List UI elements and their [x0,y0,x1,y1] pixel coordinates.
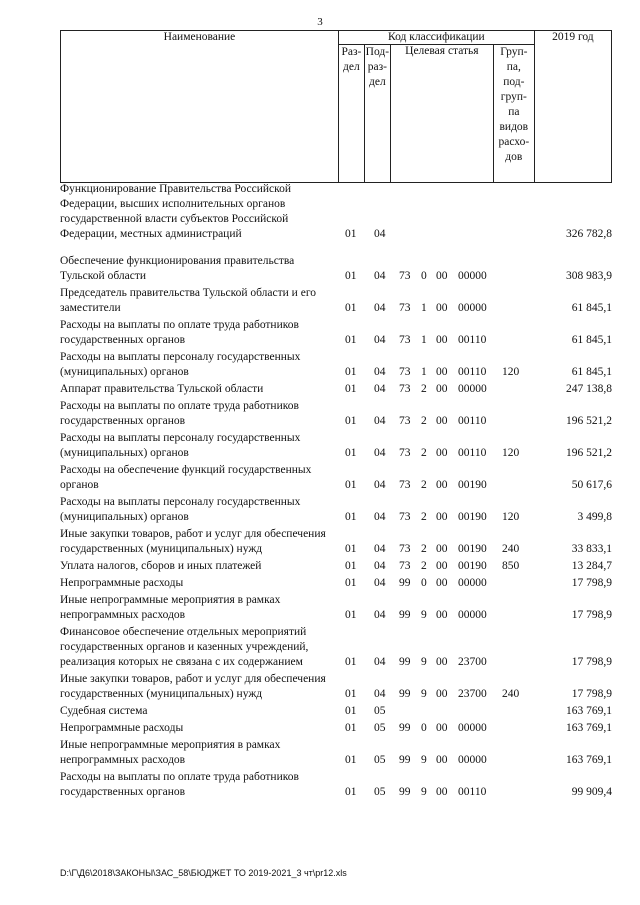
row-t1: 73 [399,270,411,282]
row-val: 61 845,1 [571,302,612,314]
table-row [60,382,612,399]
row-t3: 00 [436,609,448,621]
row-t4: 23700 [458,656,487,668]
row-sub: 04 [374,270,386,282]
row-name: Расходы на выплаты по оплате труда работников государственных органов [60,319,299,346]
row-val: 196 521,2 [566,447,612,459]
row-val: 61 845,1 [571,366,612,378]
row-name: Непрограммные расходы [60,577,184,589]
row-sec: 01 [345,383,357,395]
row-t1: 99 [399,577,411,589]
row-t1: 73 [399,366,411,378]
table-row [60,286,612,318]
row-t2: 2 [421,447,427,459]
row-t4: 00000 [458,577,487,589]
row-val: 61 845,1 [571,334,612,346]
row-sec: 01 [345,656,357,668]
row-t1: 99 [399,609,411,621]
row-sec: 01 [345,786,357,798]
row-sec: 01 [345,366,357,378]
row-t4: 00190 [458,543,487,555]
row-sub: 04 [374,688,386,700]
row-sec: 01 [345,543,357,555]
row-val: 163 769,1 [566,754,612,766]
row-sub: 05 [374,722,386,734]
row-t1: 73 [399,447,411,459]
table-row [60,625,612,672]
row-t1: 73 [399,479,411,491]
row-t3: 00 [436,560,448,572]
row-t3: 00 [436,722,448,734]
row-sub: 04 [374,334,386,346]
row-val: 17 798,9 [571,688,612,700]
file-path-footer: D:\Г\Д6\2018\ЗАКОНЫ\ЗАС_58\БЮДЖЕТ ТО 2019-2021_3 чт\pr12.xls [60,868,347,878]
row-val: 308 983,9 [566,270,612,282]
row-t3: 00 [436,577,448,589]
row-val: 3 499,8 [577,511,612,523]
table-row [60,399,612,431]
table-row [60,463,612,495]
row-t4: 00110 [458,447,487,459]
row-sec: 01 [345,688,357,700]
row-sec: 01 [345,302,357,314]
row-t3: 00 [436,270,448,282]
row-name: Расходы на выплаты персоналу государственных (муниципальных) органов [60,432,301,459]
row-t4: 00110 [458,415,487,427]
row-t2: 1 [421,366,427,378]
table-row [60,721,612,738]
row-grp: 240 [502,688,520,700]
row-t3: 00 [436,334,448,346]
row-t1: 99 [399,786,411,798]
table-row [60,770,612,802]
table-row [60,704,612,721]
row-name: Расходы на выплаты по оплате труда работников государственных органов [60,400,299,427]
row-sub: 04 [374,228,386,240]
row-t3: 00 [436,543,448,555]
row-t4: 00000 [458,270,487,282]
row-t4: 00000 [458,609,487,621]
row-sub: 04 [374,383,386,395]
row-sub: 05 [374,786,386,798]
header-subsection: Под- раз- дел [364,45,390,183]
row-sec: 01 [345,577,357,589]
row-t1: 99 [399,722,411,734]
table-row [60,559,612,576]
row-t1: 99 [399,754,411,766]
row-sub: 04 [374,366,386,378]
header-table [60,30,612,183]
row-t2: 2 [421,543,427,555]
row-t3: 00 [436,754,448,766]
header-name: Наименование [61,31,339,183]
row-t1: 73 [399,415,411,427]
row-t3: 00 [436,366,448,378]
row-name: Финансовое обеспечение отдельных мероприятий государственных органов и казенных учреждений, реализация которых не связана с их содержанием [60,626,309,668]
row-name: Иные закупки товаров, работ и услуг для обеспечения государственных (муниципальных) нужд [60,673,326,700]
row-name: Иные непрограммные мероприятия в рамках непрограммных расходов [60,739,281,766]
row-t1: 73 [399,334,411,346]
row-name: Расходы на выплаты персоналу государственных (муниципальных) органов [60,351,301,378]
row-name: Судебная система [60,705,148,717]
row-t3: 00 [436,479,448,491]
row-name: Непрограммные расходы [60,722,184,734]
row-name: Расходы на обеспечение функций государственных органов [60,464,312,491]
row-sub: 05 [374,705,386,717]
row-t4: 00000 [458,302,487,314]
row-sec: 01 [345,722,357,734]
row-t3: 00 [436,688,448,700]
row-t1: 73 [399,302,411,314]
row-name: Функционирование Правительства Российской Федерации, высших исполнительных органов государственной власти субъектов Российской Федерации, местных администраций [60,183,292,240]
row-val: 99 909,4 [571,786,612,798]
row-val: 163 769,1 [566,722,612,734]
table-row [60,738,612,770]
row-val: 17 798,9 [571,577,612,589]
row-t4: 00110 [458,366,487,378]
row-t2: 1 [421,334,427,346]
row-sec: 01 [345,511,357,523]
row-sec: 01 [345,270,357,282]
row-sub: 04 [374,479,386,491]
table-row [60,254,612,286]
table-row [60,495,612,527]
row-sub: 04 [374,609,386,621]
row-sec: 01 [345,479,357,491]
row-t4: 23700 [458,688,487,700]
row-val: 326 782,8 [566,228,612,240]
row-name: Иные непрограммные мероприятия в рамках непрограммных расходов [60,594,281,621]
table-row [60,527,612,559]
row-t1: 73 [399,543,411,555]
row-t1: 73 [399,560,411,572]
row-sec: 01 [345,228,357,240]
budget-rows [60,182,612,802]
row-t4: 00110 [458,786,487,798]
row-t2: 0 [421,722,427,734]
row-grp: 120 [502,511,520,523]
table-row [60,576,612,593]
row-t4: 00110 [458,334,487,346]
table-row [60,672,612,704]
row-name: Расходы на выплаты по оплате труда работников государственных органов [60,771,299,798]
row-sec: 01 [345,560,357,572]
row-t3: 00 [436,415,448,427]
row-sec: 01 [345,447,357,459]
row-sec: 01 [345,334,357,346]
row-t4: 00000 [458,722,487,734]
row-sub: 04 [374,302,386,314]
header-classification: Код классификации [338,31,534,45]
row-t4: 00190 [458,511,487,523]
row-t4: 00000 [458,754,487,766]
row-t4: 00000 [458,383,487,395]
table-row [60,350,612,382]
header-section: Раз- дел [338,45,364,183]
row-val: 33 833,1 [571,543,612,555]
row-name: Иные закупки товаров, работ и услуг для обеспечения государственных (муниципальных) нужд [60,528,326,555]
row-sub: 04 [374,511,386,523]
row-sub: 04 [374,656,386,668]
row-t4: 00190 [458,560,487,572]
row-val: 163 769,1 [566,705,612,717]
row-grp: 240 [502,543,520,555]
table-row [60,593,612,625]
row-val: 196 521,2 [566,415,612,427]
row-t2: 9 [421,754,427,766]
header-year: 2019 год [534,31,611,183]
row-name: Обеспечение функционирования правительства Тульской области [60,255,295,282]
row-sec: 01 [345,609,357,621]
row-t3: 00 [436,786,448,798]
row-val: 17 798,9 [571,609,612,621]
row-t1: 73 [399,383,411,395]
table-row [60,182,612,244]
row-t4: 00190 [458,479,487,491]
row-sub: 05 [374,754,386,766]
row-sec: 01 [345,705,357,717]
row-t2: 9 [421,786,427,798]
row-t1: 99 [399,656,411,668]
row-val: 13 284,7 [571,560,612,572]
page-number: 3 [317,16,323,28]
table-row [60,431,612,463]
row-t2: 1 [421,302,427,314]
row-name: Председатель правительства Тульской области и его заместители [60,287,316,314]
row-t3: 00 [436,656,448,668]
row-name: Уплата налогов, сборов и иных платежей [60,560,262,572]
table-row [60,318,612,350]
row-t3: 00 [436,447,448,459]
row-t1: 73 [399,511,411,523]
row-grp: 120 [502,447,520,459]
row-grp: 120 [502,366,520,378]
row-sub: 04 [374,447,386,459]
row-val: 247 138,8 [566,383,612,395]
row-sec: 01 [345,754,357,766]
row-t2: 2 [421,560,427,572]
row-t3: 00 [436,511,448,523]
row-t3: 00 [436,302,448,314]
row-t2: 0 [421,577,427,589]
row-grp: 850 [502,560,520,572]
row-sub: 04 [374,543,386,555]
row-t3: 00 [436,383,448,395]
row-val: 50 617,6 [571,479,612,491]
row-t2: 0 [421,270,427,282]
row-t2: 9 [421,688,427,700]
row-sub: 04 [374,415,386,427]
row-t2: 2 [421,415,427,427]
row-t2: 2 [421,479,427,491]
row-t1: 99 [399,688,411,700]
header-target: Целевая статья [390,45,493,183]
header-group: Груп- па, под- груп- па видов расхо- дов [493,45,534,183]
row-name: Аппарат правительства Тульской области [60,383,264,395]
row-sec: 01 [345,415,357,427]
row-sub: 04 [374,560,386,572]
row-t2: 9 [421,656,427,668]
row-t2: 2 [421,511,427,523]
row-t2: 9 [421,609,427,621]
row-sub: 04 [374,577,386,589]
row-name: Расходы на выплаты персоналу государственных (муниципальных) органов [60,496,301,523]
row-val: 17 798,9 [571,656,612,668]
row-t2: 2 [421,383,427,395]
